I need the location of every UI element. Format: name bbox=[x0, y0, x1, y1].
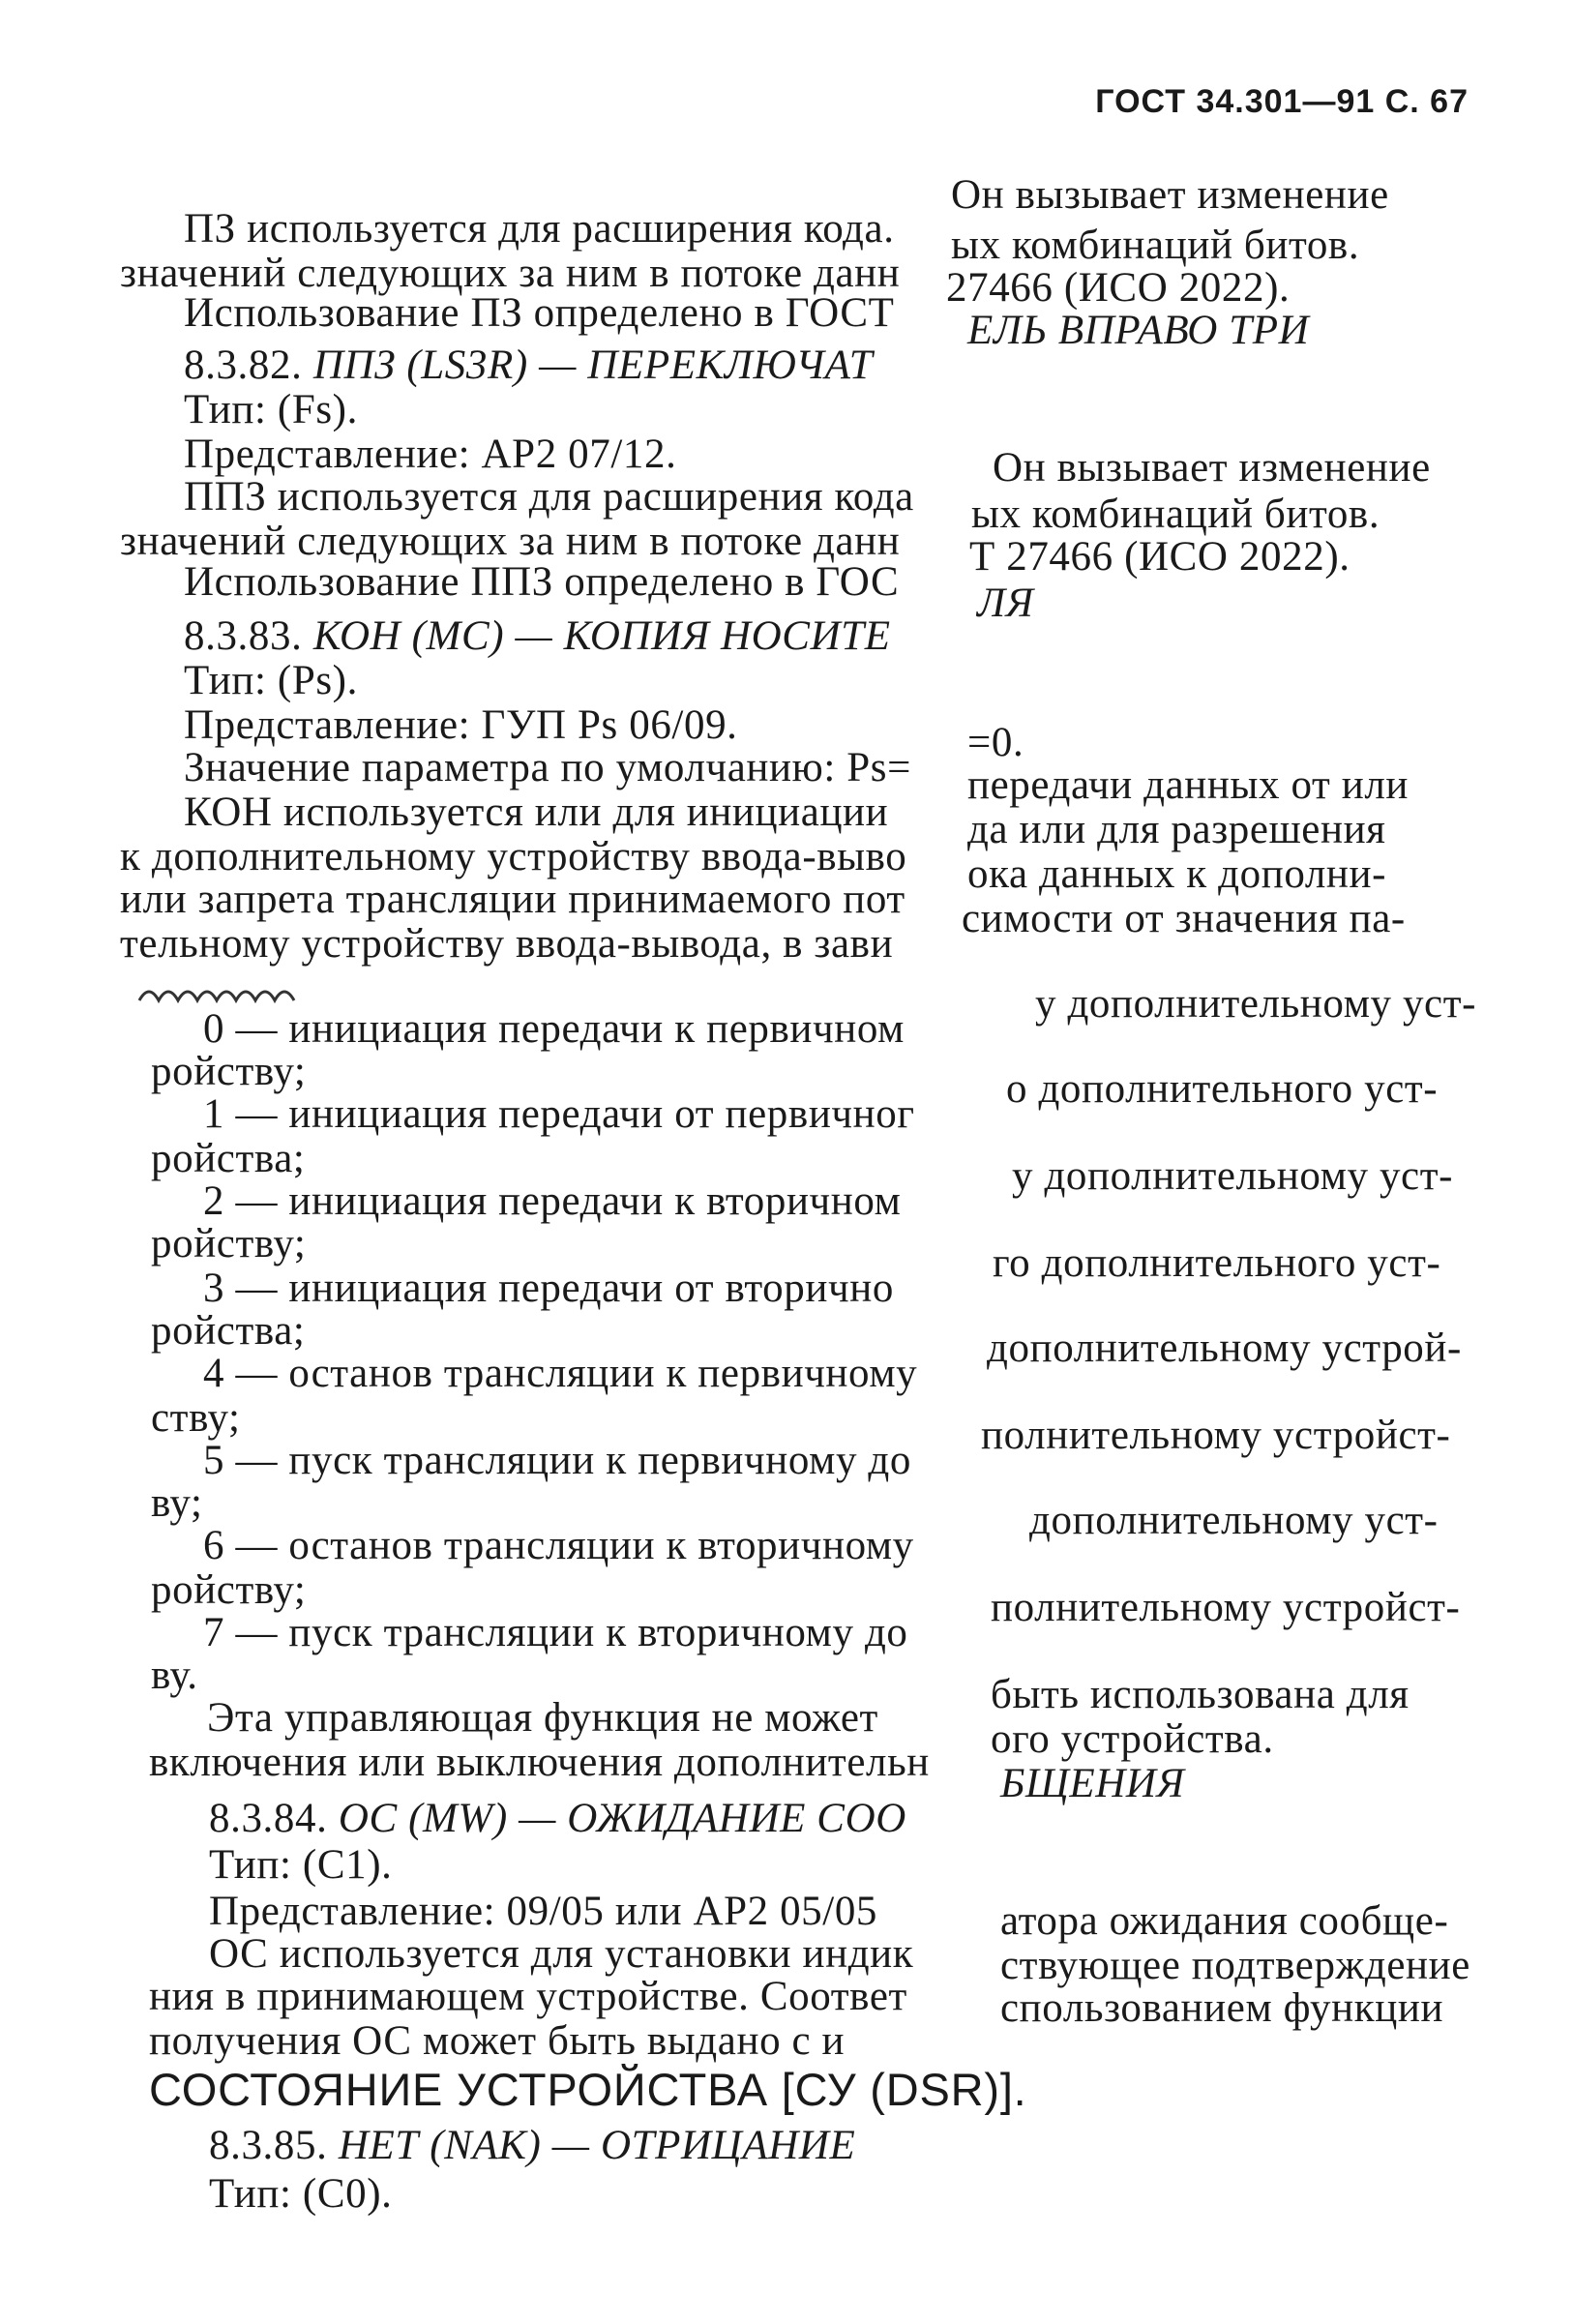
text-line: Тип: (Ps). bbox=[184, 658, 358, 703]
text-line-right: ствующее подтверждение bbox=[1000, 1943, 1470, 1988]
text-line: СОСТОЯНИЕ УСТРОЙСТВА [СУ (DSR)]. bbox=[149, 2064, 1027, 2115]
text-line: Использование ПЗ определено в ГОСТ bbox=[184, 290, 895, 336]
section-heading: 8.3.83. КОН (МС) — КОПИЯ НОСИТЕ bbox=[184, 613, 891, 659]
text-line: ройства; bbox=[151, 1136, 306, 1181]
text-line: ППЗ используется для расширения кода bbox=[184, 474, 914, 520]
list-item-right: дополнительному устрой- bbox=[987, 1326, 1462, 1371]
text-line-right: ока данных к дополни- bbox=[967, 851, 1387, 897]
text-line: ройству; bbox=[151, 1049, 307, 1094]
text-line: Тип: (С1). bbox=[209, 1842, 393, 1888]
section-heading-right: БЩЕНИЯ bbox=[1000, 1761, 1185, 1806]
text-line: Представление: ГУП Ps 06/09. bbox=[184, 702, 738, 748]
text-line-right: Т 27466 (ИСО 2022). bbox=[969, 534, 1350, 580]
text-line: значений следующих за ним в потоке данн bbox=[120, 251, 901, 296]
text-line: Тип: (С0). bbox=[209, 2171, 393, 2217]
text-line: получения ОС может быть выдано с и bbox=[149, 2018, 846, 2064]
list-item: 0 — инициация передачи к первичном bbox=[203, 1006, 905, 1052]
text-line: КОН используется или для инициации bbox=[184, 790, 889, 835]
list-item: 7 — пуск трансляции к вторичному до bbox=[203, 1610, 908, 1655]
text-line: тельному устройству ввода-вывода, в зави bbox=[120, 921, 894, 967]
text-line: значений следующих за ним в потоке данн bbox=[120, 519, 901, 564]
text-line: ния в принимающем устройстве. Соответ bbox=[149, 1974, 907, 2019]
text-line: ПЗ используется для расширения кода. bbox=[184, 206, 895, 252]
text-line-right: Он вызывает изменение bbox=[993, 445, 1431, 491]
text-line: Он вызывает изменение bbox=[951, 172, 1389, 218]
list-item: 3 — инициация передачи от вторично bbox=[203, 1266, 894, 1311]
text-line: Эта управляющая функция не может bbox=[207, 1695, 878, 1741]
list-item: 4 — останов трансляции к первичному bbox=[203, 1351, 918, 1396]
text-line: ройству; bbox=[151, 1567, 307, 1613]
text-line-right: ых комбинаций битов. bbox=[971, 492, 1380, 537]
text-line-right: быть использована для bbox=[991, 1672, 1410, 1717]
text-line-right: ых комбинаций битов. bbox=[951, 223, 1360, 268]
list-item: 2 — инициация передачи к вторичном bbox=[203, 1178, 902, 1224]
text-line-right: ого устройства. bbox=[991, 1716, 1274, 1762]
text-line-right: передачи данных от или bbox=[967, 762, 1410, 808]
text-line: Представление: 09/05 или АР2 05/05 bbox=[209, 1889, 878, 1934]
smudge-mark bbox=[135, 979, 319, 1008]
text-line-right: 27466 (ИСО 2022). bbox=[946, 265, 1291, 311]
list-item-right: у дополнительному уст- bbox=[1012, 1153, 1454, 1199]
list-item: 5 — пуск трансляции к первичному до bbox=[203, 1438, 911, 1483]
section-heading: 8.3.84. ОС (MW) — ОЖИДАНИЕ СОО bbox=[209, 1796, 906, 1841]
list-item-right: го дополнительного уст- bbox=[993, 1240, 1441, 1286]
text-line: ройства; bbox=[151, 1308, 306, 1354]
list-item-right: о дополнительного уст- bbox=[1006, 1066, 1439, 1112]
list-item-right: дополнительному уст- bbox=[1029, 1498, 1439, 1543]
text-line: Использование ППЗ определено в ГОС bbox=[184, 559, 900, 605]
list-item-right: у дополнительному уст- bbox=[1035, 981, 1477, 1027]
list-item-right: полнительному устройст- bbox=[981, 1413, 1451, 1458]
section-heading-right: ЛЯ bbox=[977, 581, 1034, 626]
text-line: Значение параметра по умолчанию: Ps= bbox=[184, 745, 911, 790]
text-line: к дополнительному устройству ввода-выво bbox=[120, 834, 907, 879]
text-line: Представление: АР2 07/12. bbox=[184, 432, 677, 477]
text-line-right: атора ожидания сообще- bbox=[1000, 1898, 1449, 1944]
page-header: ГОСТ 34.301—91 С. 67 bbox=[1095, 83, 1469, 120]
section-heading-right: ЕЛЬ ВПРАВО ТРИ bbox=[967, 308, 1310, 353]
list-item: 1 — инициация передачи от первичног bbox=[203, 1091, 915, 1137]
text-line-right: да или для разрешения bbox=[967, 807, 1386, 852]
text-line: включения или выключения дополнительн bbox=[149, 1740, 930, 1785]
text-line-right: симости от значения па- bbox=[962, 896, 1406, 941]
text-line: Тип: (Fs). bbox=[184, 387, 358, 432]
text-line: ву. bbox=[151, 1653, 198, 1698]
list-item: 6 — останов трансляции к вторичному bbox=[203, 1523, 914, 1568]
text-line-right: спользованием функции bbox=[1000, 1985, 1444, 2031]
section-heading: 8.3.85. НЕТ (NAK) — ОТРИЦАНИЕ bbox=[209, 2123, 856, 2168]
text-line: ству; bbox=[151, 1395, 241, 1441]
section-heading: 8.3.82. ППЗ (LS3R) — ПЕРЕКЛЮЧАТ bbox=[184, 343, 874, 388]
text-line: ОС используется для установки индик bbox=[209, 1931, 914, 1977]
text-line: или запрета трансляции принимаемого пот bbox=[120, 877, 905, 922]
text-line: ву; bbox=[151, 1480, 203, 1526]
text-line: ройству; bbox=[151, 1221, 307, 1266]
list-item-right: полнительному устройст- bbox=[991, 1585, 1461, 1630]
text-line-right: =0. bbox=[967, 720, 1024, 765]
